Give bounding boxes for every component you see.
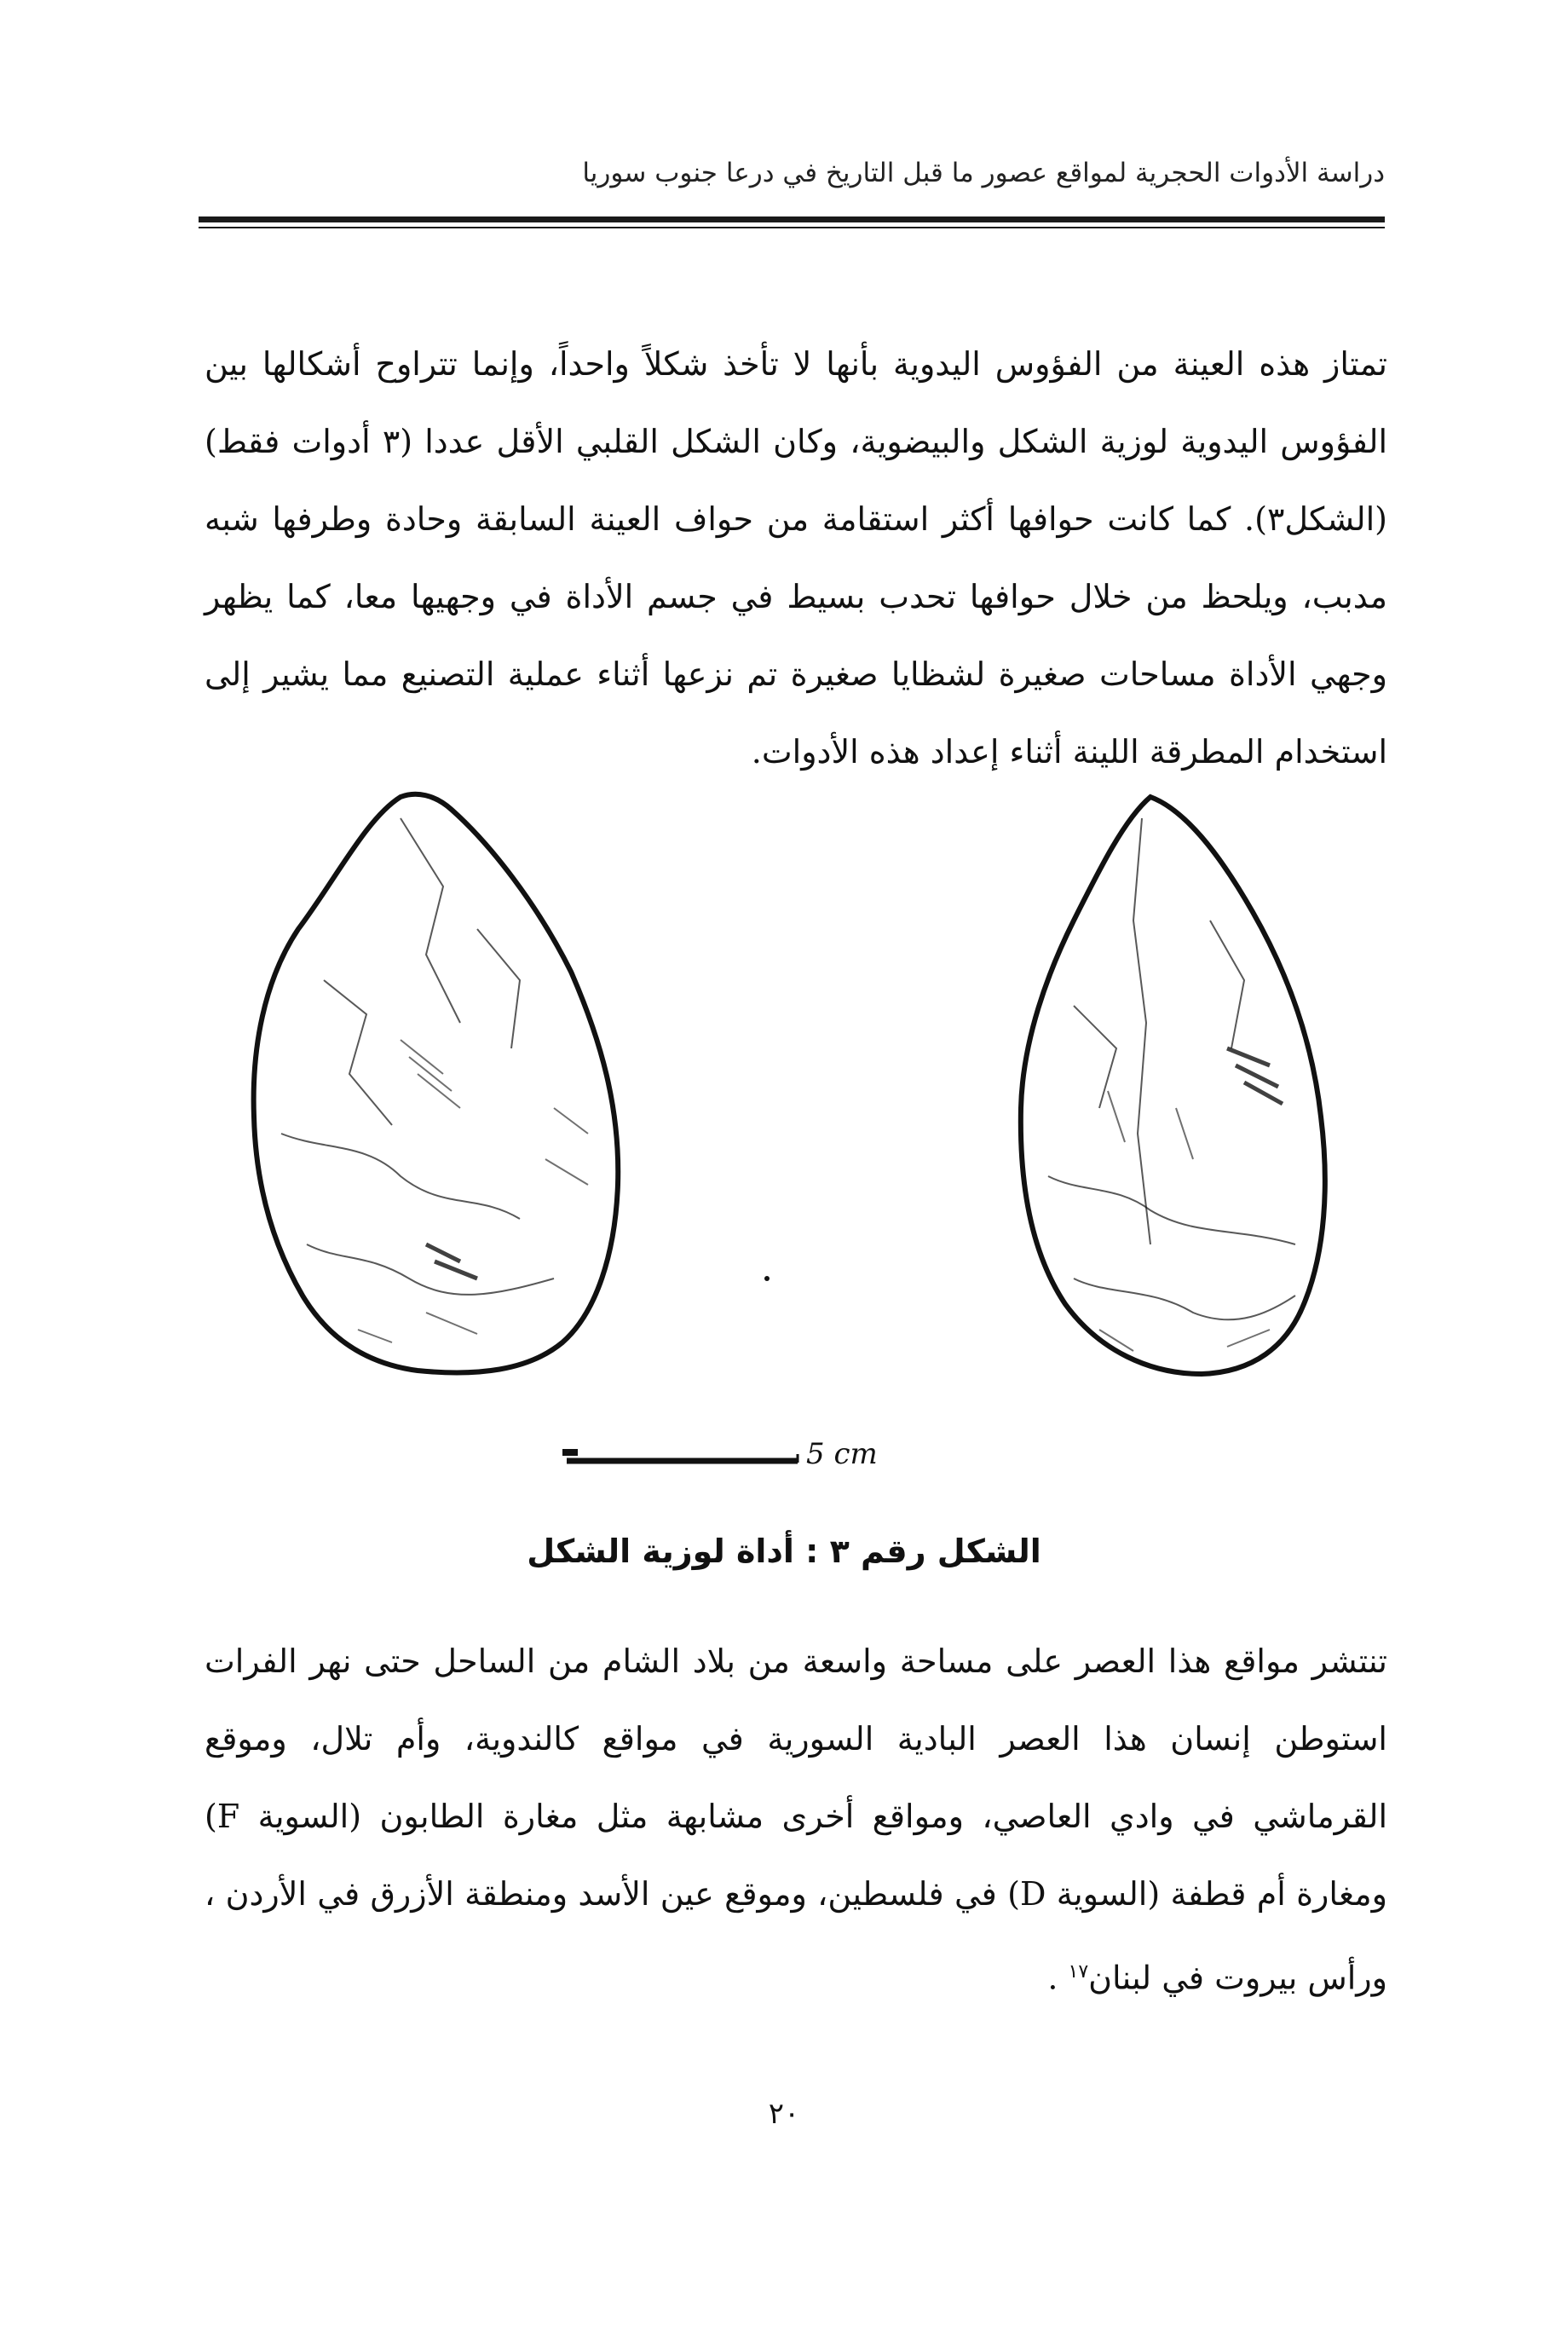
- figure-dot: [764, 1276, 770, 1281]
- running-head: دراسة الأدوات الحجرية لمواقع عصور ما قبل التاريخ في درعا جنوب سوريا: [582, 158, 1385, 188]
- handaxe-right-drawing: [1021, 797, 1325, 1374]
- figure-caption: الشكل رقم ٣ : أداة لوزية الشكل: [527, 1533, 1041, 1570]
- footnote-ref[interactable]: ١٧: [1068, 1961, 1089, 1983]
- scale-bar: [562, 1449, 798, 1463]
- handaxe-left-drawing: [254, 794, 619, 1373]
- paragraph-2-body: تنتشر مواقع هذا العصر على مساحة واسعة من بلاد الشام من الساحل حتى نهر الفرات استوطن إنسان هذا العصر البادية السورية في مواقع كالندوية، وأم تلال، وموقع القرماشي في وادي العاصي، ومواقع أخرى مشابهة مثل مغارة الطابون (السوية F) ومغارة أم قطفة (السوية D) في فلسطين، وموقع عين الأسد ومنطقة الأزرق في الأردن ، ورأس بيروت في لبنان: [205, 1642, 1387, 1997]
- page-number: ٢٠: [768, 2097, 800, 2131]
- paragraph-1-text: تمتاز هذه العينة من الفؤوس اليدوية بأنها لا تأخذ شكلاً واحداً، وإنما تتراوح أشكالها بين الفؤوس اليدوية لوزية الشكل والبيضوية، وكان الشكل القلبي الأقل عددا (٣ أدوات فقط) (الشكل٣). كما كانت حوافها أكثر استقامة من حواف العينة السابقة وحادة وطرفها شبه مدبب، ويلحظ من خلال حوافها تحدب بسيط في جسم الأداة في وجهيها معا، كما يظهر وجهي الأداة مساحات صغيرة لشظايا صغيرة تم نزعها أثناء عملية التصنيع مما يشير إلى استخدام المطرقة اللينة أثناء إعداد هذه الأدوات.: [205, 345, 1388, 771]
- header-rule-thin: [199, 227, 1385, 228]
- body-paragraph-2: [205, 1623, 1387, 2017]
- paragraph-2-end: .: [1047, 1959, 1069, 1997]
- header-rule-thick: [199, 216, 1385, 222]
- paragraph-2-text: [205, 1623, 1387, 2017]
- scale-label: 5 cm: [806, 1437, 878, 1471]
- body-paragraph-1: [205, 326, 1387, 791]
